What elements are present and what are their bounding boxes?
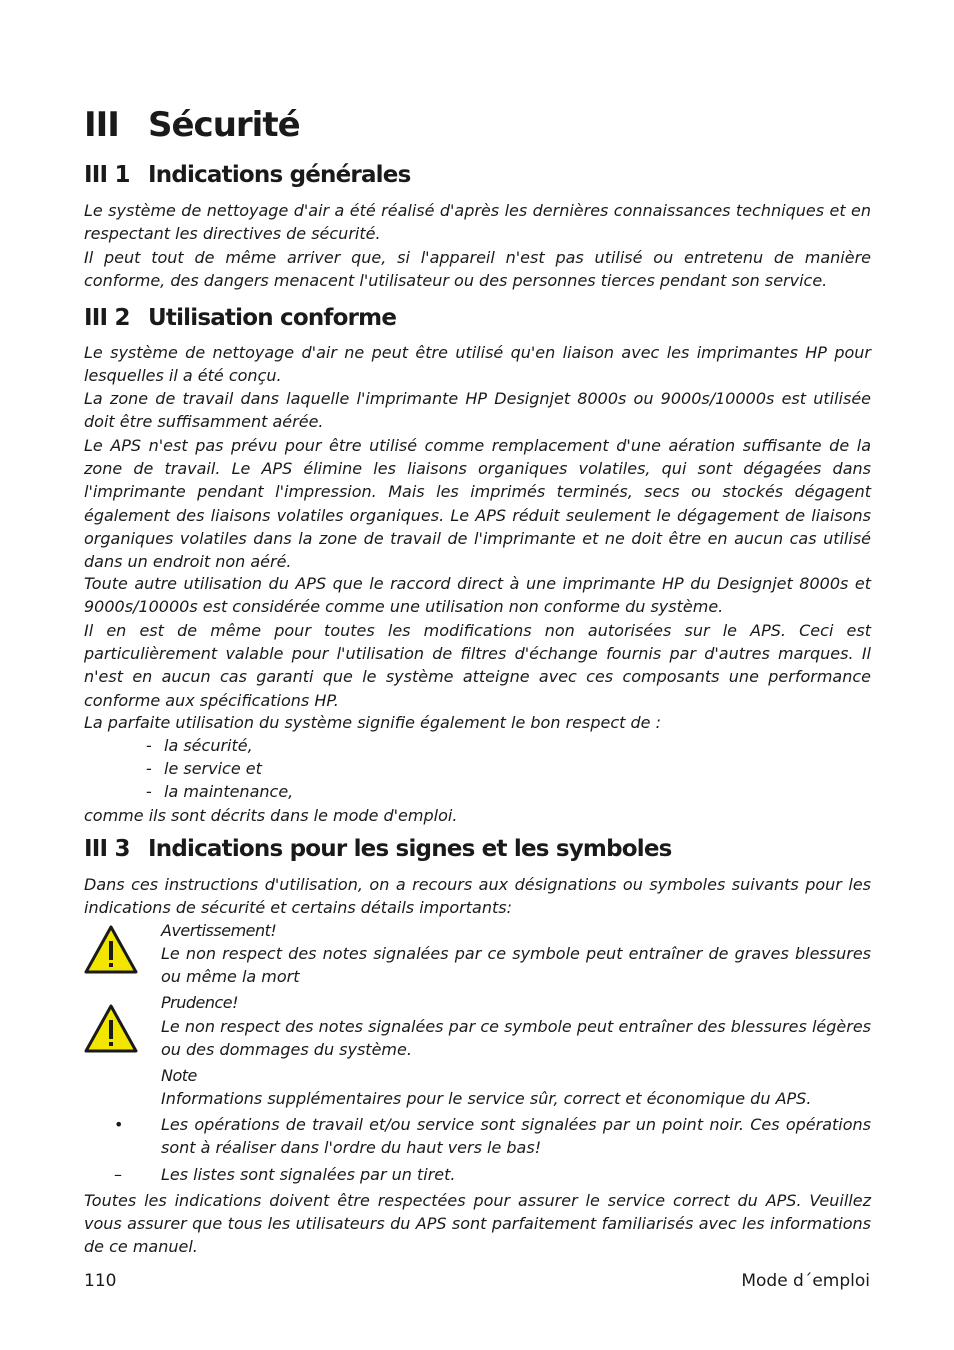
paragraph: Le APS n'est pas prévu pour être utilisé comme remplacement d'une aération suffisante de la zone de travail. Le APS élimine les liaisons organiques volatiles, qui sont dégagées dans l'imprimante pendant l'impression. Mais les imprimés terminés, secs ou stockés dégagent également des liaisons volatiles organiques. Le APS réduit seulement le dégagement de liaisons organiques volatiles dans la zone de travail de l'imprimante et ne doit être en aucun cas utilisé dans un endroit non aéré. xyxy=(84,436,871,572)
bullet-icon: • xyxy=(114,1115,124,1134)
paragraph: Le système de nettoyage d'air ne peut être utilisé qu'en liaison avec les imprimantes HP pour lesquelles il a été conçu. xyxy=(84,343,871,386)
chapter-title-text: Sécurité xyxy=(148,105,300,145)
dash-text: Les listes sont signalées par un tiret. xyxy=(161,1165,456,1184)
section-heading-1 xyxy=(84,161,410,189)
list-item: - la maintenance, xyxy=(146,782,294,801)
paragraph: Il en est de même pour toutes les modifications non autorisées sur le APS. Ceci est particulièrement valable pour l'utilisation de filtres d'échange fournis par d'autres marques. Il n'est en aucun cas garanti que le système atteigne avec ces composants une performance conforme aux spécifications HP. xyxy=(84,621,871,710)
chapter-title xyxy=(84,104,300,146)
section-number: III 3 xyxy=(84,836,130,862)
chapter-number: III xyxy=(84,105,119,145)
section-heading-2 xyxy=(84,304,396,332)
section-number: III 2 xyxy=(84,305,130,331)
paragraph: Le système de nettoyage d'air a été réalisé d'après les dernières connaissances techniques et en respectant les directives de sécurité. xyxy=(84,201,871,244)
caution-title: Prudence! xyxy=(161,993,239,1012)
section-title: Indications pour les signes et les symboles xyxy=(148,836,672,862)
paragraph: Dans ces instructions d'utilisation, on a recours aux désignations ou symboles suivants pour les indications de sécurité et certains détails importants: xyxy=(84,875,871,918)
note-text: Informations supplémentaires pour le service sûr, correct et économique du APS. xyxy=(161,1089,812,1108)
section-title: Indications générales xyxy=(148,162,411,188)
paragraph: Toute autre utilisation du APS que le raccord direct à une imprimante HP du Designjet 8000s et 9000s/10000s est considérée comme une utilisation non conforme du système. xyxy=(84,574,871,617)
warning-triangle-icon xyxy=(84,925,138,975)
footer-label: Mode d´emploi xyxy=(741,1271,870,1291)
list-item: - le service et xyxy=(146,759,262,778)
paragraph: Il peut tout de même arriver que, si l'appareil n'est pas utilisé ou entretenu de manière conforme, des dangers menacent l'utilisateur ou des personnes tierces pendant son service. xyxy=(84,248,871,291)
bullet-text: Les opérations de travail et/ou service sont signalées par un point noir. Ces opérations sont à réaliser dans l'ordre du haut vers le bas! xyxy=(161,1115,871,1158)
page-number: 110 xyxy=(84,1271,117,1291)
caution-triangle-icon xyxy=(84,1004,138,1054)
paragraph: Toutes les indications doivent être respectées pour assurer le service correct du APS. Veuillez vous assurer que tous les utilisateurs du APS sont parfaitement familiarisés avec les informations de ce manuel. xyxy=(84,1191,871,1257)
section-heading-3 xyxy=(84,835,672,863)
caution-text: Le non respect des notes signalées par ce symbole peut entraîner des blessures légères ou des dommages du système. xyxy=(161,1017,871,1060)
section-number: III 1 xyxy=(84,162,130,188)
paragraph: La parfaite utilisation du système signifie également le bon respect de : xyxy=(84,713,661,732)
dash-icon: – xyxy=(114,1165,122,1184)
section-title: Utilisation conforme xyxy=(148,305,397,331)
paragraph: comme ils sont décrits dans le mode d'emploi. xyxy=(84,806,458,825)
warning-text: Le non respect des notes signalées par ce symbole peut entraîner de graves blessures ou même la mort xyxy=(161,944,871,987)
list-item: - la sécurité, xyxy=(146,736,253,755)
note-title: Note xyxy=(161,1066,197,1085)
warning-title: Avertissement! xyxy=(161,921,277,940)
paragraph: La zone de travail dans laquelle l'imprimante HP Designjet 8000s ou 9000s/10000s est utilisée doit être suffisamment aérée. xyxy=(84,389,871,432)
